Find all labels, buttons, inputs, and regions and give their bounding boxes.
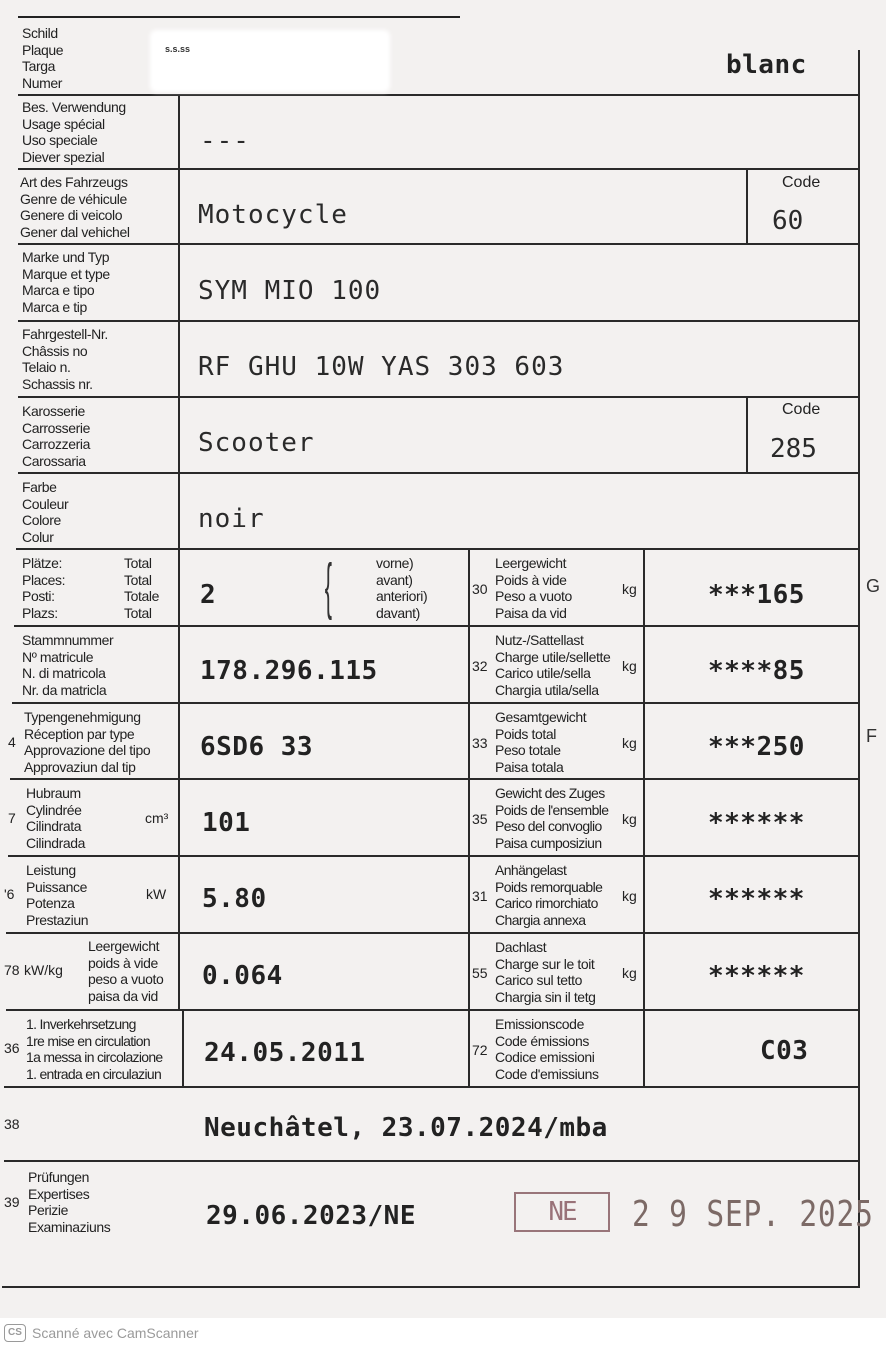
plate-value: blanc bbox=[726, 50, 807, 80]
first-registration-label: 1. Inverkehrsetzung 1re mise en circulation 1a messa in circolazione 1. entrada en circulaziun bbox=[26, 1016, 163, 1082]
right-field-num: 30 bbox=[472, 581, 488, 597]
edge-mark: F bbox=[866, 726, 877, 746]
right-field-label: Emissionscode Code émissions Codice emissioni Code d'emissiuns bbox=[495, 1016, 599, 1082]
chassis-value: RF GHU 10W YAS 303 603 bbox=[198, 352, 565, 382]
right-field-unit: kg bbox=[622, 735, 637, 751]
row-divider bbox=[4, 1160, 859, 1162]
first-registration-num: 36 bbox=[4, 1040, 20, 1056]
right-field-value: ****** bbox=[708, 808, 805, 838]
right-field-value: ***250 bbox=[708, 732, 805, 762]
row-divider bbox=[12, 702, 859, 704]
power-num: '6 bbox=[4, 886, 15, 902]
middle-column-divider bbox=[468, 548, 470, 1087]
right-field-num: 31 bbox=[472, 888, 488, 904]
seats-total-label: Total Total Totale Total bbox=[124, 555, 159, 621]
vehicle-type-label: Art des Fahrzeugs Genre de véhicule Genere di veicolo Gener dal vehichel bbox=[20, 174, 130, 240]
make-model-label: Marke und Typ Marque et type Marca e tipo Marca e tip bbox=[22, 249, 110, 315]
right-field-label: Gesamtgewicht Poids total Peso totale Paisa totala bbox=[495, 709, 587, 775]
color-label: Farbe Couleur Colore Colur bbox=[22, 479, 69, 545]
body-value: Scooter bbox=[198, 428, 315, 458]
seats-label: Plätze: Places: Posti: Plazs: bbox=[22, 555, 66, 621]
power-value: 5.80 bbox=[202, 884, 267, 914]
displacement-label: Hubraum Cylindrée Cilindrata Cilindrada bbox=[26, 785, 86, 851]
displacement-unit: cm³ bbox=[145, 810, 169, 826]
special-use-value: --- bbox=[200, 126, 250, 156]
row-divider bbox=[18, 396, 859, 398]
right-field-num: 33 bbox=[472, 735, 488, 751]
type-approval-num: 4 bbox=[8, 734, 16, 750]
color-value: noir bbox=[198, 504, 265, 534]
row-divider bbox=[6, 932, 859, 934]
right-field-label: Anhängelast Poids remorquable Carico rimorchiato Chargia annexa bbox=[495, 862, 603, 928]
power-ratio-num: 78 bbox=[4, 962, 20, 978]
row-divider bbox=[18, 94, 859, 96]
right-value-divider bbox=[643, 548, 645, 1087]
seats-value: 2 bbox=[200, 580, 217, 610]
row-divider bbox=[14, 625, 859, 627]
owner-number-label: Stammnummer Nº matricule N. di matricola Nr. da matricla bbox=[22, 632, 114, 698]
right-field-value: ****** bbox=[708, 961, 805, 991]
right-field-unit: kg bbox=[622, 581, 637, 597]
right-field-unit: kg bbox=[622, 965, 637, 981]
inspection-stamp: NE bbox=[514, 1192, 610, 1232]
right-field-num: 55 bbox=[472, 965, 488, 981]
row-divider bbox=[10, 778, 859, 780]
emission-code-value: C03 bbox=[760, 1036, 809, 1066]
make-model-value: SYM MIO 100 bbox=[198, 276, 382, 306]
special-use-label: Bes. Verwendung Usage spécial Uso speciale Diever spezial bbox=[22, 99, 126, 165]
bottom-border bbox=[2, 1286, 859, 1288]
edge-mark: G bbox=[866, 576, 881, 596]
row-divider bbox=[18, 472, 859, 474]
right-field-num: 35 bbox=[472, 811, 488, 827]
type-approval-label: Typengenehmigung Réception par type Approvazione del tipo Approvaziun dal tip bbox=[24, 709, 151, 775]
plate-label: Schild Plaque Targa Numer bbox=[22, 25, 64, 91]
row-divider bbox=[18, 320, 859, 322]
body-label: Karosserie Carrosserie Carrozzeria Carossaria bbox=[22, 403, 90, 469]
row-divider bbox=[8, 855, 859, 857]
brace-icon: { bbox=[324, 552, 332, 621]
right-field-label: Gewicht des Zuges Poids de l'ensemble Peso del convoglio Paisa cumposiziun bbox=[495, 785, 609, 851]
chassis-label: Fahrgestell-Nr. Châssis no Telaio n. Schassis nr. bbox=[22, 326, 108, 392]
scan-watermark bbox=[4, 1324, 199, 1342]
inspections-label: Prüfungen Expertises Perizie Examinaziuns bbox=[28, 1169, 111, 1235]
power-ratio-unit: kW/kg bbox=[24, 962, 63, 978]
power-ratio-value: 0.064 bbox=[202, 961, 283, 991]
right-field-unit: kg bbox=[622, 811, 637, 827]
type-approval-value: 6SD6 33 bbox=[200, 732, 314, 762]
code-column-divider bbox=[746, 168, 748, 244]
seats-front-label: vorne) avant) anteriori) davant) bbox=[376, 555, 428, 621]
power-label: Leistung Puissance Potenza Prestaziun bbox=[26, 862, 89, 928]
displacement-value: 101 bbox=[202, 808, 251, 838]
inspections-num: 39 bbox=[4, 1194, 20, 1210]
displacement-num: 7 bbox=[8, 810, 16, 826]
vehicle-type-value: Motocycle bbox=[198, 200, 348, 230]
right-field-num: 72 bbox=[472, 1042, 488, 1058]
row-divider bbox=[6, 1009, 859, 1011]
issued-num: 38 bbox=[4, 1116, 20, 1132]
first-registration-value: 24.05.2011 bbox=[204, 1038, 366, 1068]
right-field-label: Dachlast Charge sur le toit Carico sul tetto Chargia sin il tetg bbox=[495, 939, 596, 1005]
power-ratio-label: Leergewicht poids à vide peso a vuoto paisa da vid bbox=[88, 938, 164, 1004]
row-divider bbox=[4, 1086, 859, 1088]
right-field-num: 32 bbox=[472, 658, 488, 674]
code-column-divider bbox=[746, 396, 748, 473]
top-border bbox=[18, 16, 460, 18]
row-divider bbox=[18, 243, 859, 245]
label-column-divider bbox=[178, 94, 180, 1010]
plate-partial: s.s.ss bbox=[165, 44, 191, 54]
camscanner-icon: CS bbox=[4, 1324, 26, 1342]
right-border bbox=[858, 50, 860, 1288]
row-divider bbox=[16, 548, 859, 550]
row-divider bbox=[18, 168, 859, 170]
scan-watermark-text: Scanné avec CamScanner bbox=[32, 1325, 199, 1341]
right-field-label: Nutz-/Sattellast Charge utile/sellette Carico utile/sella Chargia utila/sella bbox=[495, 632, 611, 698]
power-unit: kW bbox=[146, 886, 167, 902]
redacted-plate-number bbox=[150, 30, 390, 92]
body-code-label: Code bbox=[782, 401, 821, 418]
right-field-label: Leergewicht Poids à vide Peso a vuoto Paisa da vid bbox=[495, 555, 572, 621]
inspection-stamp-date: 2 9 SEP. 2025 bbox=[632, 1194, 874, 1235]
right-field-value: ****85 bbox=[708, 656, 805, 686]
body-code: 285 bbox=[770, 434, 817, 464]
right-field-unit: kg bbox=[622, 888, 637, 904]
label-column-divider bbox=[182, 1009, 184, 1087]
issued-value: Neuchâtel, 23.07.2024/mba bbox=[204, 1113, 608, 1143]
vehicle-type-code: 60 bbox=[772, 206, 804, 236]
owner-number-value: 178.296.115 bbox=[200, 656, 378, 686]
inspections-value: 29.06.2023/NE bbox=[206, 1201, 416, 1231]
right-field-value: ***165 bbox=[708, 580, 805, 610]
vehicle-type-code-label: Code bbox=[782, 174, 821, 191]
right-field-value: ****** bbox=[708, 884, 805, 914]
right-field-unit: kg bbox=[622, 658, 637, 674]
